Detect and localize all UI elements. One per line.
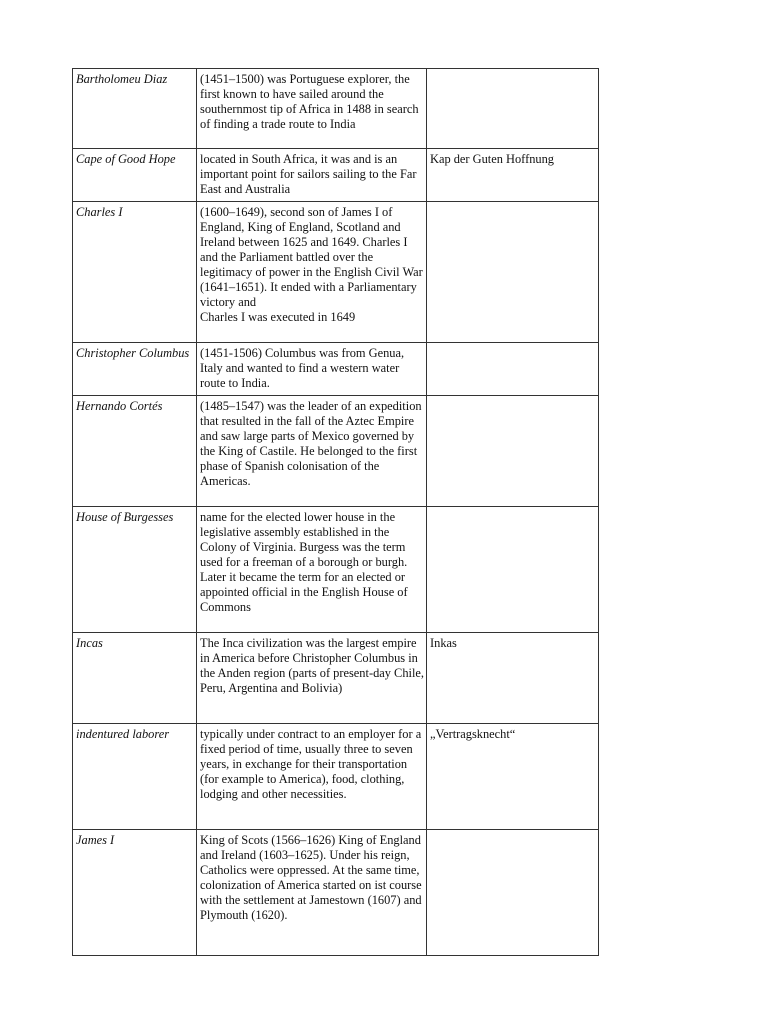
table-row	[73, 396, 599, 507]
term-cell: Charles I	[73, 202, 197, 343]
term-cell: indentured laborer	[73, 724, 197, 830]
table-row	[73, 69, 599, 149]
translation-cell	[427, 343, 599, 396]
table-row	[73, 149, 599, 202]
translation-cell	[427, 507, 599, 633]
translation-cell: Kap der Guten Hoffnung	[427, 149, 599, 202]
definition-cell: typically under contract to an employer for a fixed period of time, usually three to seven years, in exchange for their transportation (for example to America), food, clothing, lodging and other necessities.	[197, 724, 427, 830]
translation-cell	[427, 830, 599, 956]
definition-cell: The Inca civilization was the largest empire in America before Christopher Columbus in the Anden region (parts of present-day Chile, Peru, Argentina and Bolivia)	[197, 633, 427, 724]
term-cell: James I	[73, 830, 197, 956]
term-cell: Christopher Columbus	[73, 343, 197, 396]
table-row	[73, 633, 599, 724]
translation-cell	[427, 69, 599, 149]
term-cell: Bartholomeu Diaz	[73, 69, 197, 149]
translation-cell	[427, 396, 599, 507]
definition-cell: (1451-1506) Columbus was from Genua, Italy and wanted to find a western water route to India.	[197, 343, 427, 396]
table-row	[73, 343, 599, 396]
table-row	[73, 507, 599, 633]
definition-cell: located in South Africa, it was and is an important point for sailors sailing to the Far East and Australia	[197, 149, 427, 202]
term-cell: Incas	[73, 633, 197, 724]
definition-cell: (1600–1649), second son of James I of England, King of England, Scotland and Ireland between 1625 and 1649. Charles I and the Parliament battled over the legitimacy of power in the English Civil War (1641–1651). It ended with a Parliamentary victory and Charles I was executed in 1649	[197, 202, 427, 343]
definition-cell: King of Scots (1566–1626) King of England and Ireland (1603–1625). Under his reign, Catholics were oppressed. At the same time, colonization of America started on ist course with the settlement at Jamestown (1607) and Plymouth (1620).	[197, 830, 427, 956]
term-cell: Cape of Good Hope	[73, 149, 197, 202]
table-row	[73, 202, 599, 343]
translation-cell: „Vertragsknecht“	[427, 724, 599, 830]
glossary-table	[72, 68, 599, 956]
definition-cell: name for the elected lower house in the legislative assembly established in the Colony of Virginia. Burgess was the term used for a freeman of a borough or burgh. Later it became the term for an elected or appointed official in the English House of Commons	[197, 507, 427, 633]
translation-cell	[427, 202, 599, 343]
term-cell: Hernando Cortés	[73, 396, 197, 507]
term-cell: House of Burgesses	[73, 507, 197, 633]
definition-cell: (1451–1500) was Portuguese explorer, the first known to have sailed around the southernmost tip of Africa in 1488 in search of finding a trade route to India	[197, 69, 427, 149]
table-row	[73, 830, 599, 956]
definition-cell: (1485–1547) was the leader of an expedition that resulted in the fall of the Aztec Empire and saw large parts of Mexico governed by the King of Castile. He belonged to the first phase of Spanish colonisation of the Americas.	[197, 396, 427, 507]
translation-cell: Inkas	[427, 633, 599, 724]
table-row	[73, 724, 599, 830]
